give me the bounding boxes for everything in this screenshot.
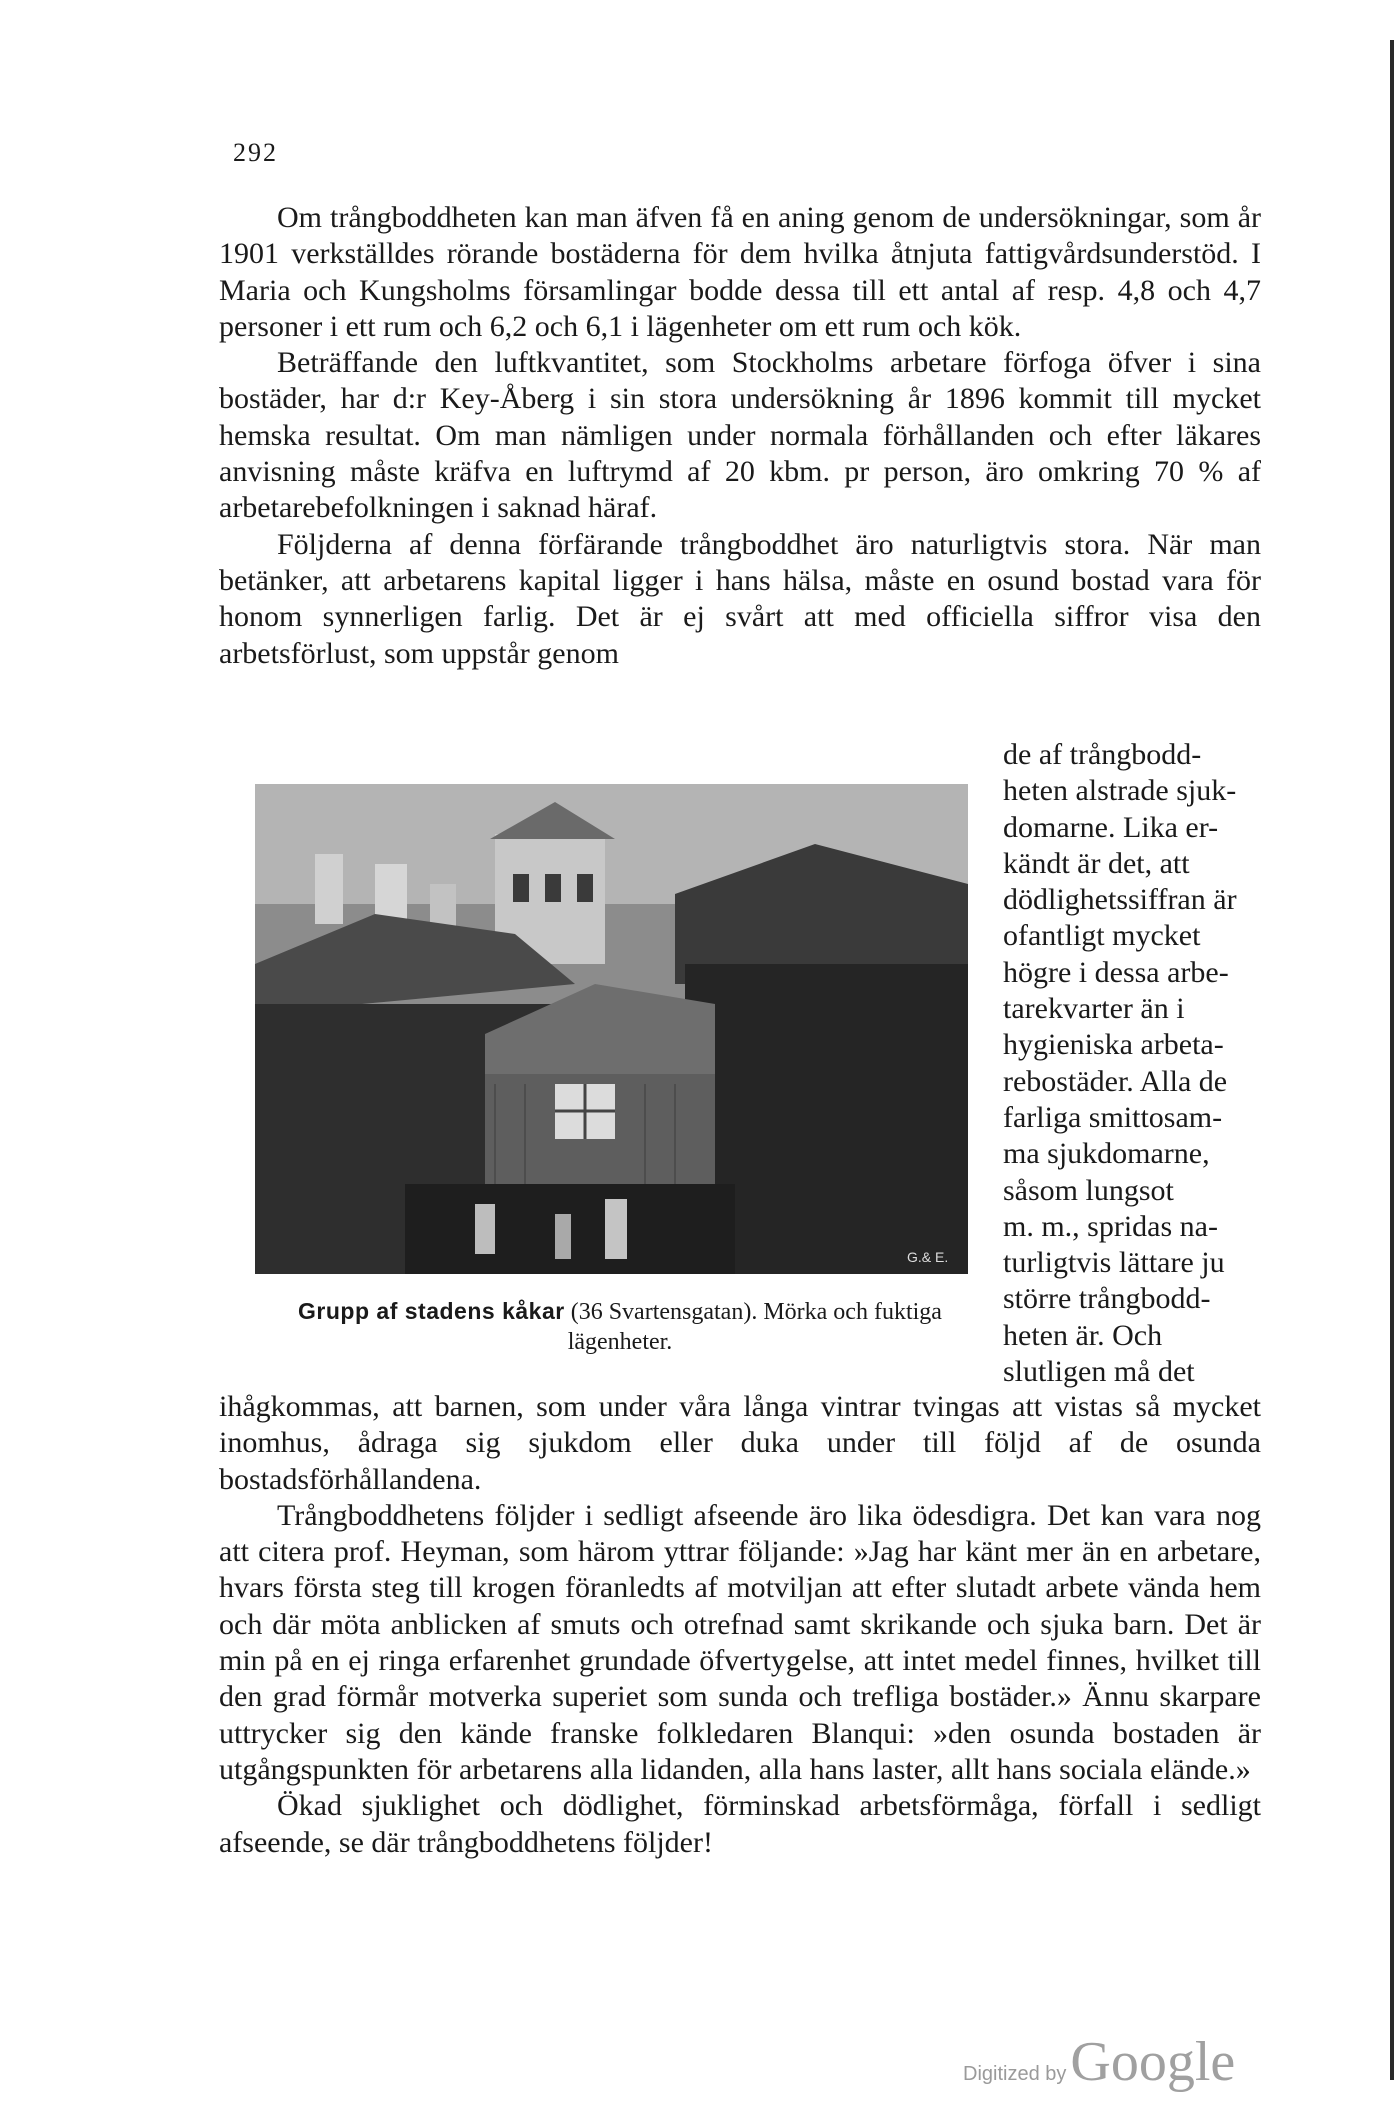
side-line: m. m., spridas na-: [1003, 1209, 1218, 1243]
text-block-top: [219, 200, 1261, 672]
text-block-bottom: [219, 1389, 1261, 1861]
paragraph-3: Följderna af denna förfärande trångboddhet äro naturligtvis stora. När man betänker, att arbetarens kapital ligger i hans hälsa, måste en osund bostad vara för honom synnerligen farlig. Det är ej svårt att med officiella siffror visa den arbetsförlust, som uppstår genom: [219, 527, 1261, 670]
caption-main: Grupp af stadens kåkar: [298, 1298, 565, 1324]
side-line: tarekvarter än i: [1003, 992, 1185, 1026]
google-logo: Google: [1070, 2031, 1236, 2093]
side-line: turligtvis lättare ju: [1003, 1246, 1225, 1280]
side-line: ma sjukdomarne,: [1003, 1137, 1210, 1171]
photo-figure: [255, 784, 968, 1274]
caption-rest: (36 Svartensgatan). Mörka och fuktiga lägenheter.: [567, 1299, 942, 1355]
watermark-prefix: Digitized by: [963, 2063, 1067, 2085]
paragraph-6: Ökad sjuklighet och dödlighet, förminskad arbetsförmåga, förfall i sedligt afseende, se där trångboddhetens följder!: [219, 1789, 1261, 1859]
paragraph-1: Om trångboddheten kan man äfven få en aning genom de undersökningar, som år 1901 verkställdes rörande bostäderna för dem hvilka åtnjuta fattigvårdsunderstöd. I Maria och Kungsholms församlingar bodde dessa till ett antal af resp. 4,8 och 4,7 personer i ett rum och 6,2 och 6,1 i lägenheter om ett rum och kök.: [219, 201, 1261, 343]
side-line: heten är. Och: [1003, 1318, 1163, 1352]
photo-illustration: [255, 784, 968, 1274]
side-line: dödlighetssiffran är: [1003, 883, 1237, 917]
paragraph-4: ihågkommas, att barnen, som under våra långa vintrar tvingas att vistas så mycket inomhus, ådraga sig sjukdom eller duka under till följd af de osunda bostadsförhållandena.: [219, 1390, 1261, 1496]
side-line: slutligen må det: [1003, 1355, 1195, 1389]
page-number: 292: [233, 138, 278, 167]
side-column: [1003, 737, 1263, 1390]
figure-caption: [255, 1296, 985, 1357]
side-line: såsom lungsot: [1003, 1173, 1174, 1207]
side-line: större trångbodd-: [1003, 1282, 1211, 1316]
photo-signature: G.& E.: [907, 1249, 949, 1265]
paragraph-2: Beträffande den luftkvantitet, som Stockholms arbetare förfoga öfver i sina bostäder, har d:r Key-Åberg i sin stora undersökning år 1896 kommit till mycket hemska resultat. Om man nämligen under normala förhållanden och efter läkares anvisning måste kräfva en luftrymd af 20 kbm. pr person, äro omkring 70 % af arbetarebefolkningen i saknad häraf.: [219, 346, 1261, 525]
page-edge: [1390, 40, 1394, 2080]
side-line: kändt är det, att: [1003, 846, 1190, 880]
paragraph-5: Trångboddhetens följder i sedligt afseende äro lika ödesdigra. Det kan vara nog att citera prof. Heyman, som härom yttrar följande: »Jag har känt mer än en arbetare, hvars första steg till krogen föranledts af motviljan att efter slutadt arbete vända hem och där möta anblicken af smuts och otrefnad samt skrikande och sjuka barn. Det är min på en ej ringa erfarenhet grundade öfvertygelse, att intet medel finnes, hvilket till den grad förmår motverka superiet som sunda och trefliga bostäder.» Ännu skarpare uttrycker sig den kände franske folkledaren Blanqui: »den osunda bostaden är utgångspunkten för arbetarens alla lidanden, alla hans laster, allt hans sociala elände.»: [219, 1498, 1261, 1786]
side-line: högre i dessa arbe-: [1003, 955, 1229, 989]
side-line: rebostäder. Alla de: [1003, 1064, 1228, 1098]
side-line: heten alstrade sjuk-: [1003, 774, 1237, 808]
side-line: domarne. Lika er-: [1003, 810, 1219, 844]
side-line: de af trångbodd-: [1003, 738, 1202, 771]
side-line: farliga smittosam-: [1003, 1100, 1223, 1134]
digitized-watermark: [963, 2030, 1235, 2094]
side-line: hygieniska arbeta-: [1003, 1028, 1224, 1062]
side-line: ofantligt mycket: [1003, 919, 1201, 953]
